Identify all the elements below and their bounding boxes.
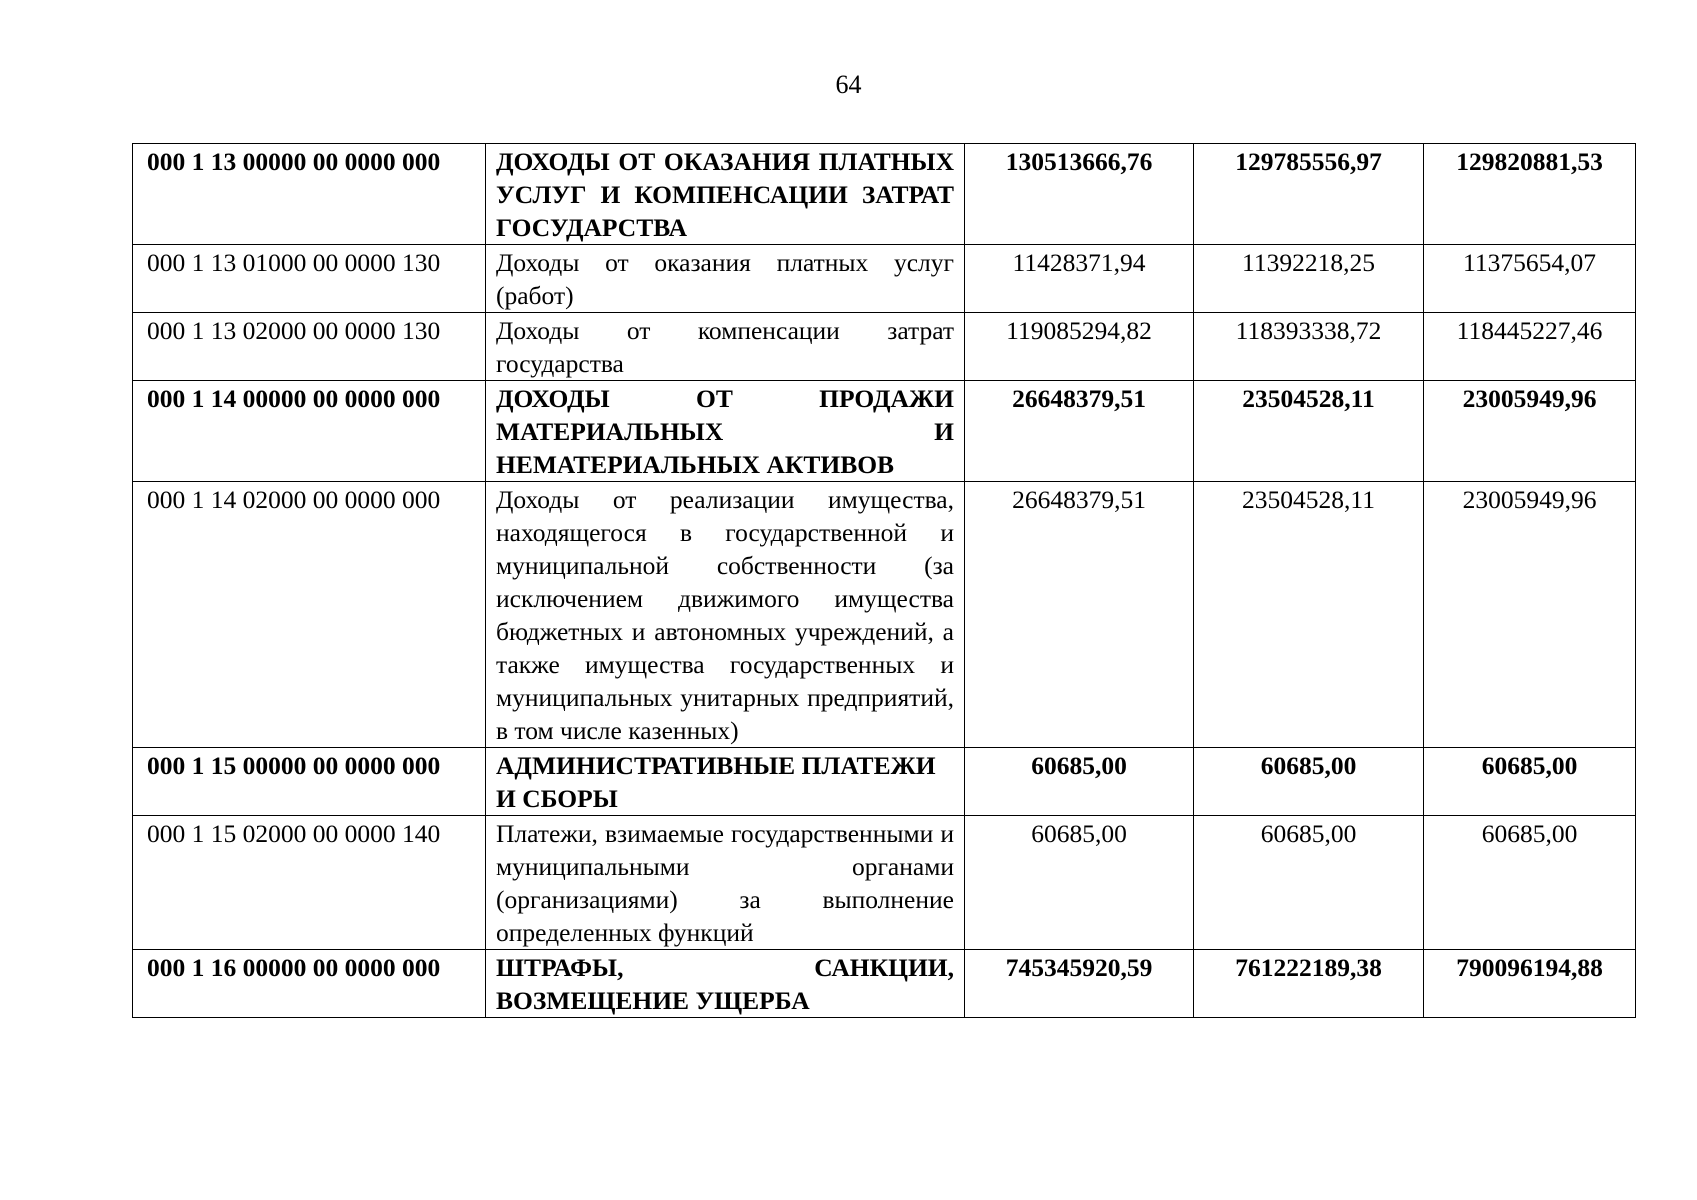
amount-cell-year-1: 119085294,82 xyxy=(965,313,1194,381)
budget-code-cell: 000 1 13 02000 00 0000 130 xyxy=(133,313,486,381)
amount-cell-year-3: 23005949,96 xyxy=(1424,381,1636,482)
budget-code-cell: 000 1 13 00000 00 0000 000 xyxy=(133,144,486,245)
revenue-name-cell: Платежи, взимаемые государственными и муниципальными органами (организациями) за выполнение определенных функций xyxy=(486,816,965,950)
amount-cell-year-3: 60685,00 xyxy=(1424,816,1636,950)
amount-cell-year-3: 129820881,53 xyxy=(1424,144,1636,245)
amount-cell-year-1: 26648379,51 xyxy=(965,482,1194,748)
amount-cell-year-1: 11428371,94 xyxy=(965,245,1194,313)
amount-cell-year-2: 761222189,38 xyxy=(1194,950,1424,1018)
table-row xyxy=(133,748,1636,816)
amount-cell-year-1: 745345920,59 xyxy=(965,950,1194,1018)
amount-cell-year-1: 60685,00 xyxy=(965,816,1194,950)
budget-code-cell: 000 1 15 02000 00 0000 140 xyxy=(133,816,486,950)
amount-cell-year-3: 118445227,46 xyxy=(1424,313,1636,381)
revenue-name-cell: ДОХОДЫ ОТ ПРОДАЖИ МАТЕРИАЛЬНЫХ И НЕМАТЕРИАЛЬНЫХ АКТИВОВ xyxy=(486,381,965,482)
table-row xyxy=(133,816,1636,950)
amount-cell-year-1: 60685,00 xyxy=(965,748,1194,816)
revenue-name-cell: ШТРАФЫ, САНКЦИИ, ВОЗМЕЩЕНИЕ УЩЕРБА xyxy=(486,950,965,1018)
table-row xyxy=(133,950,1636,1018)
table-row xyxy=(133,245,1636,313)
revenue-name-cell: Доходы от реализации имущества, находящегося в государственной и муниципальной собственности (за исключением движимого имущества бюджетных и автономных учреждений, а также имущества государственных и муниципальных унитарных предприятий, в том числе казенных) xyxy=(486,482,965,748)
amount-cell-year-2: 118393338,72 xyxy=(1194,313,1424,381)
table-row xyxy=(133,482,1636,748)
amount-cell-year-3: 60685,00 xyxy=(1424,748,1636,816)
amount-cell-year-1: 26648379,51 xyxy=(965,381,1194,482)
amount-cell-year-3: 11375654,07 xyxy=(1424,245,1636,313)
table-row xyxy=(133,144,1636,245)
amount-cell-year-2: 60685,00 xyxy=(1194,748,1424,816)
budget-code-cell: 000 1 15 00000 00 0000 000 xyxy=(133,748,486,816)
amount-cell-year-2: 23504528,11 xyxy=(1194,381,1424,482)
amount-cell-year-3: 790096194,88 xyxy=(1424,950,1636,1018)
amount-cell-year-2: 11392218,25 xyxy=(1194,245,1424,313)
revenue-table xyxy=(132,143,1636,1018)
table-row xyxy=(133,381,1636,482)
budget-code-cell: 000 1 13 01000 00 0000 130 xyxy=(133,245,486,313)
amount-cell-year-3: 23005949,96 xyxy=(1424,482,1636,748)
amount-cell-year-2: 60685,00 xyxy=(1194,816,1424,950)
budget-code-cell: 000 1 14 02000 00 0000 000 xyxy=(133,482,486,748)
revenue-name-cell: Доходы от компенсации затрат государства xyxy=(486,313,965,381)
budget-code-cell: 000 1 14 00000 00 0000 000 xyxy=(133,381,486,482)
page-number: 64 xyxy=(835,70,862,99)
revenue-name-cell: ДОХОДЫ ОТ ОКАЗАНИЯ ПЛАТНЫХ УСЛУГ И КОМПЕНСАЦИИ ЗАТРАТ ГОСУДАРСТВА xyxy=(486,144,965,245)
revenue-name-cell: Доходы от оказания платных услуг (работ) xyxy=(486,245,965,313)
amount-cell-year-2: 129785556,97 xyxy=(1194,144,1424,245)
revenue-name-cell: АДМИНИСТРАТИВНЫЕ ПЛАТЕЖИ И СБОРЫ xyxy=(486,748,965,816)
amount-cell-year-1: 130513666,76 xyxy=(965,144,1194,245)
budget-code-cell: 000 1 16 00000 00 0000 000 xyxy=(133,950,486,1018)
table-row xyxy=(133,313,1636,381)
amount-cell-year-2: 23504528,11 xyxy=(1194,482,1424,748)
